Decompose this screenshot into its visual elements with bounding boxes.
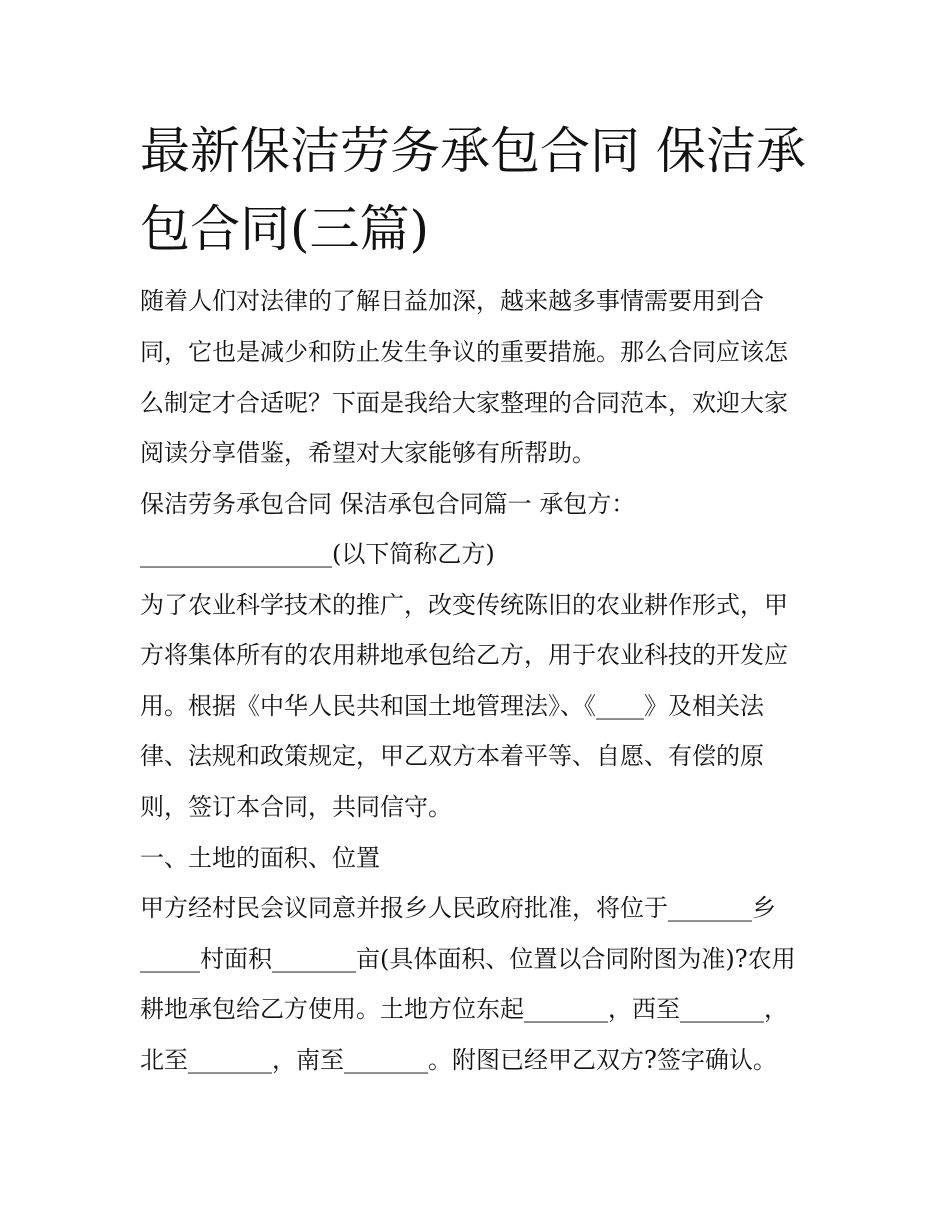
body-line: 么制定才合适呢？下面是我给大家整理的合同范本，欢迎大家 xyxy=(140,389,788,417)
title-line: 包合同(三篇) xyxy=(140,200,430,258)
body-line: 甲方经村民会议同意并报乡人民政府批准，将位于_______乡 xyxy=(140,894,776,922)
body-line: ________________(以下简称乙方) xyxy=(140,540,495,568)
body-line: 则，签订本合同，共同信守。 xyxy=(140,793,452,821)
body-line: _____村面积_______亩(具体面积、位置以合同附图为准)?农用 xyxy=(140,945,796,973)
section-heading: 保洁劳务承包合同 保洁承包合同篇一 承包方： xyxy=(140,490,636,518)
body-line: 用。根据《中华人民共和国土地管理法》、《____》及相关法 xyxy=(140,692,764,720)
title-line: 最新保洁劳务承包合同 保洁承 xyxy=(140,122,806,180)
body-line: 同，它也是减少和防止发生争议的重要措施。那么合同应该怎 xyxy=(140,338,788,366)
document-title xyxy=(140,112,820,268)
section-heading: 一、土地的面积、位置 xyxy=(140,844,380,872)
body-line: 方将集体所有的农用耕地承包给乙方，用于农业科技的开发应 xyxy=(140,641,788,669)
body-line: 随着人们对法律的了解日益加深，越来越多事情需要用到合 xyxy=(140,287,764,315)
body-line: 北至_______，南至_______。附图已经甲乙双方?签字确认。 xyxy=(140,1046,777,1074)
body-line: 为了农业科学技术的推广，改变传统陈旧的农业耕作形式，甲 xyxy=(140,591,788,619)
body-line: 阅读分享借鉴，希望对大家能够有所帮助。 xyxy=(140,439,596,467)
body-line: 律、法规和政策规定，甲乙双方本着平等、自愿、有偿的原 xyxy=(140,742,764,770)
body-line: 耕地承包给乙方使用。土地方位东起_______，西至_______， xyxy=(140,995,788,1023)
